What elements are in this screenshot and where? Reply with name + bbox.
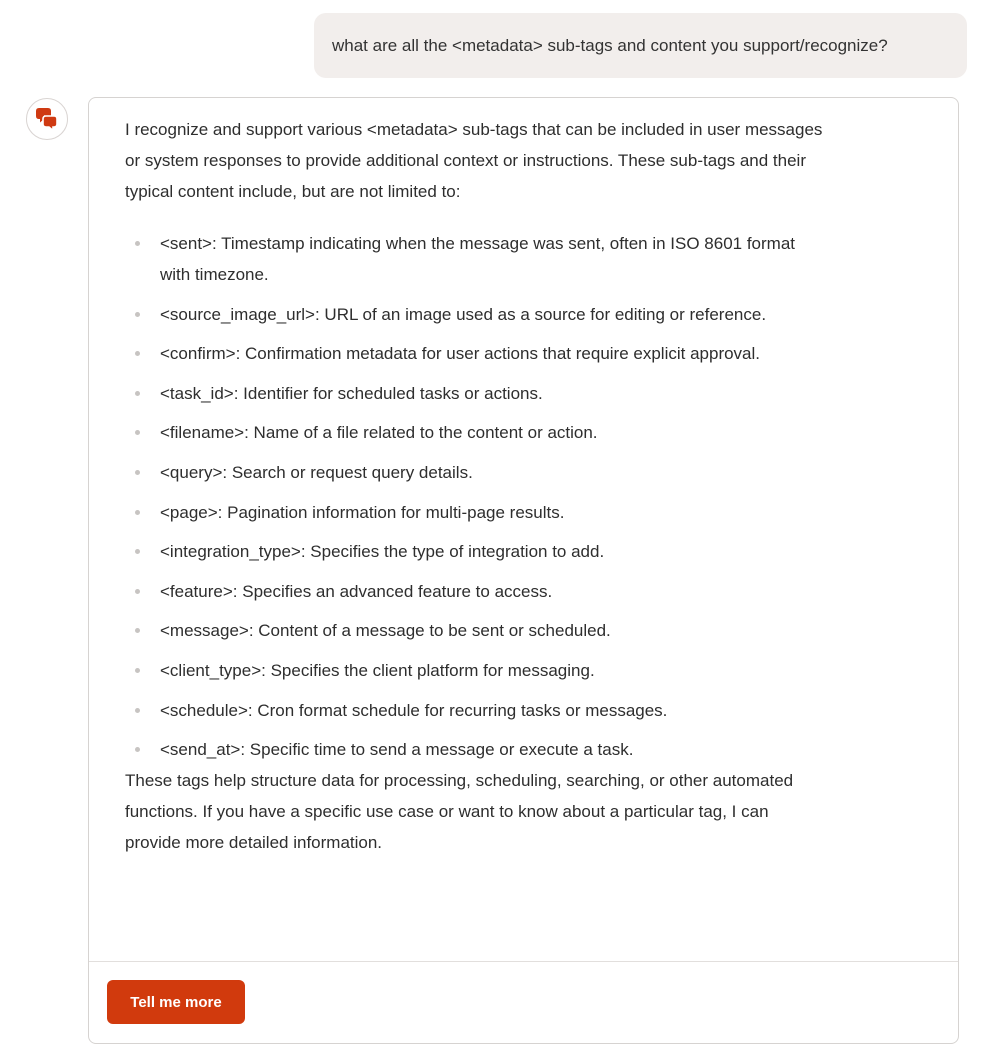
list-item — [125, 655, 825, 686]
tell-me-more-button[interactable]: Tell me more — [107, 980, 245, 1024]
list-item-text: <send_at>: Specific time to send a message or execute a task. — [160, 740, 634, 760]
bullet-icon — [135, 351, 140, 356]
bullet-icon — [135, 391, 140, 396]
list-item — [125, 417, 825, 448]
list-item — [125, 615, 825, 646]
assistant-avatar — [26, 98, 68, 140]
list-item-text: <feature>: Specifies an advanced feature to access. — [160, 581, 553, 601]
list-item — [125, 228, 825, 290]
list-item-text: <filename>: Name of a file related to the content or action. — [160, 423, 598, 443]
response-content — [125, 114, 825, 858]
assistant-response-card — [88, 97, 959, 1044]
metadata-tag-list — [125, 228, 825, 765]
bullet-icon — [135, 668, 140, 673]
bullet-icon — [135, 628, 140, 633]
bullet-icon — [135, 589, 140, 594]
list-item-text: <message>: Content of a message to be sent or scheduled. — [160, 621, 611, 641]
list-item-text: <query>: Search or request query details. — [160, 462, 473, 482]
list-item-text: <task_id>: Identifier for scheduled tasks or actions. — [160, 383, 543, 403]
bullet-icon — [135, 241, 140, 246]
list-item-text: <page>: Pagination information for multi-page results. — [160, 502, 565, 522]
bullet-icon — [135, 312, 140, 317]
list-item-text: <integration_type>: Specifies the type of integration to add. — [160, 542, 605, 562]
intro-paragraph: I recognize and support various <metadata> sub-tags that can be included in user messages or system responses to provide additional context or instructions. These sub-tags and their typical content include, but are not limited to: — [125, 120, 823, 201]
list-item — [125, 576, 825, 607]
list-item-text: <sent>: Timestamp indicating when the message was sent, often in ISO 8601 format with timezone. — [160, 234, 796, 284]
user-message-text: what are all the <metadata> sub-tags and content you support/recognize? — [332, 35, 888, 55]
list-item — [125, 457, 825, 488]
list-item — [125, 536, 825, 567]
chat-bubbles-icon — [33, 105, 61, 133]
list-item — [125, 734, 825, 765]
list-item-text: <source_image_url>: URL of an image used as a source for editing or reference. — [160, 304, 767, 324]
user-message-bubble — [314, 13, 967, 78]
bullet-icon — [135, 470, 140, 475]
list-item — [125, 378, 825, 409]
bullet-icon — [135, 549, 140, 554]
bullet-icon — [135, 510, 140, 515]
list-item — [125, 497, 825, 528]
list-item-text: <schedule>: Cron format schedule for recurring tasks or messages. — [160, 700, 668, 720]
list-item — [125, 299, 825, 330]
list-item — [125, 695, 825, 726]
list-item — [125, 338, 825, 369]
list-item-text: <client_type>: Specifies the client platform for messaging. — [160, 660, 595, 680]
bullet-icon — [135, 430, 140, 435]
card-divider — [89, 961, 958, 962]
closing-paragraph: These tags help structure data for processing, scheduling, searching, or other automated functions. If you have a specific use case or want to know about a particular tag, I can provide more detailed information. — [125, 771, 794, 853]
bullet-icon — [135, 708, 140, 713]
list-item-text: <confirm>: Confirmation metadata for user actions that require explicit approval. — [160, 344, 761, 364]
bullet-icon — [135, 747, 140, 752]
